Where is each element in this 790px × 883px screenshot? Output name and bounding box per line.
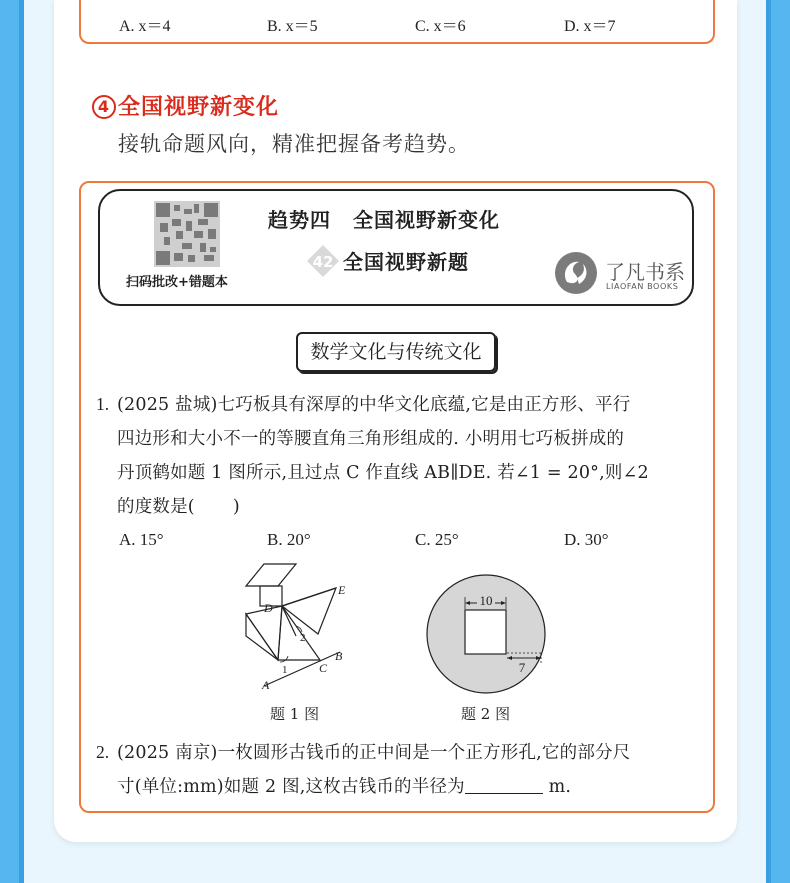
lesson-number-badge	[306, 244, 340, 278]
q2-answer-blank[interactable]	[465, 792, 543, 794]
fig1-tail	[246, 614, 278, 660]
q1-option-a[interactable]: A. 15°	[119, 530, 164, 549]
q1-line-3: 丹顶鹤如题 1 图所示,且过点 C 作直线 AB∥DE. 若∠1 = 20°,则∠2	[117, 463, 649, 483]
section-number: 4	[92, 95, 116, 119]
q1-line-1	[117, 388, 707, 422]
q1-text-1: 七巧板具有深厚的中华文化底蕴,它是由正方形、平行	[217, 395, 631, 415]
brand-name-cn: 了凡书系	[605, 260, 685, 284]
right-decor-bar	[766, 0, 790, 883]
fig1-label-e: E	[338, 583, 346, 597]
brand-name-en: LIAOFAN BOOKS	[606, 282, 679, 291]
q2-unit: m.	[548, 777, 572, 797]
trend-label: 趋势四	[268, 208, 331, 232]
section-title-text: 全国视野新变化	[118, 95, 280, 120]
fig1-label-b: B	[335, 649, 343, 663]
lesson-title: 全国视野新题	[343, 250, 469, 274]
q2-text-1: 一枚圆形古钱币的正中间是一个正方形孔,它的部分尺	[217, 743, 631, 763]
trend-title	[268, 204, 500, 233]
section-subtitle: 接轨命题风向，精准把握备考趋势。	[118, 132, 470, 156]
q1-line-4	[117, 490, 240, 524]
q1-text-4: 的度数是(	[117, 497, 195, 517]
q2-text-2: 寸(单位:mm)如题 2 图,这枚古钱币的半径为	[117, 777, 465, 797]
q1-paren-close: )	[232, 497, 240, 517]
previous-question-card	[79, 0, 715, 44]
fig1-label-a: A	[262, 678, 270, 692]
top-option-b: B. x＝5	[267, 18, 318, 35]
fig1-angle-1: 1	[282, 664, 288, 676]
top-option-a: A. x＝4	[119, 18, 171, 35]
topic-tag: 数学文化与传统文化	[296, 332, 496, 372]
q1-option-c[interactable]: C. 25°	[415, 530, 459, 549]
qr-label: 扫码批改+错题本	[126, 275, 228, 290]
fig1-body-right	[278, 606, 320, 660]
fig1-angle-2: 2	[300, 632, 306, 644]
q2-line-2	[117, 770, 571, 804]
fig2-square-hole	[465, 610, 506, 654]
q1-option-d[interactable]: D. 30°	[564, 530, 609, 549]
fig1-line-de	[282, 588, 336, 606]
fig1-label-d: D	[264, 601, 273, 615]
top-option-d: D. x＝7	[564, 18, 616, 35]
fig1-label-c: C	[319, 661, 328, 675]
qr-code-icon[interactable]	[154, 201, 220, 267]
fig1-wing-triangle	[282, 588, 336, 634]
q1-line-2: 四边形和大小不一的等腰直角三角形组成的. 小明用七巧板拼成的	[117, 429, 625, 449]
lesson-number: 42	[312, 253, 334, 271]
trend-name: 全国视野新变化	[353, 208, 500, 232]
top-option-c: C. x＝6	[415, 18, 466, 35]
q2-number: 2.	[96, 742, 110, 762]
q2-source: (2025 南京)	[117, 743, 218, 763]
q2-line-1	[117, 736, 707, 770]
figure-2-caption: 题 2 图	[461, 705, 511, 723]
left-decor-bar	[0, 0, 24, 883]
brand-logo-icon	[553, 250, 599, 296]
section-title	[92, 90, 279, 121]
q1-option-b[interactable]: B. 20°	[267, 530, 311, 549]
fig2-dim-10: 10	[479, 593, 493, 608]
figure-1-tangram	[236, 560, 366, 695]
q1-number: 1.	[96, 394, 110, 414]
figure-2-coin	[422, 573, 550, 697]
q1-source: (2025 盐城)	[117, 395, 218, 415]
figure-1-caption: 题 1 图	[270, 705, 320, 723]
fig1-parallelogram	[246, 564, 296, 586]
fig2-dim-7: 7	[518, 660, 526, 675]
